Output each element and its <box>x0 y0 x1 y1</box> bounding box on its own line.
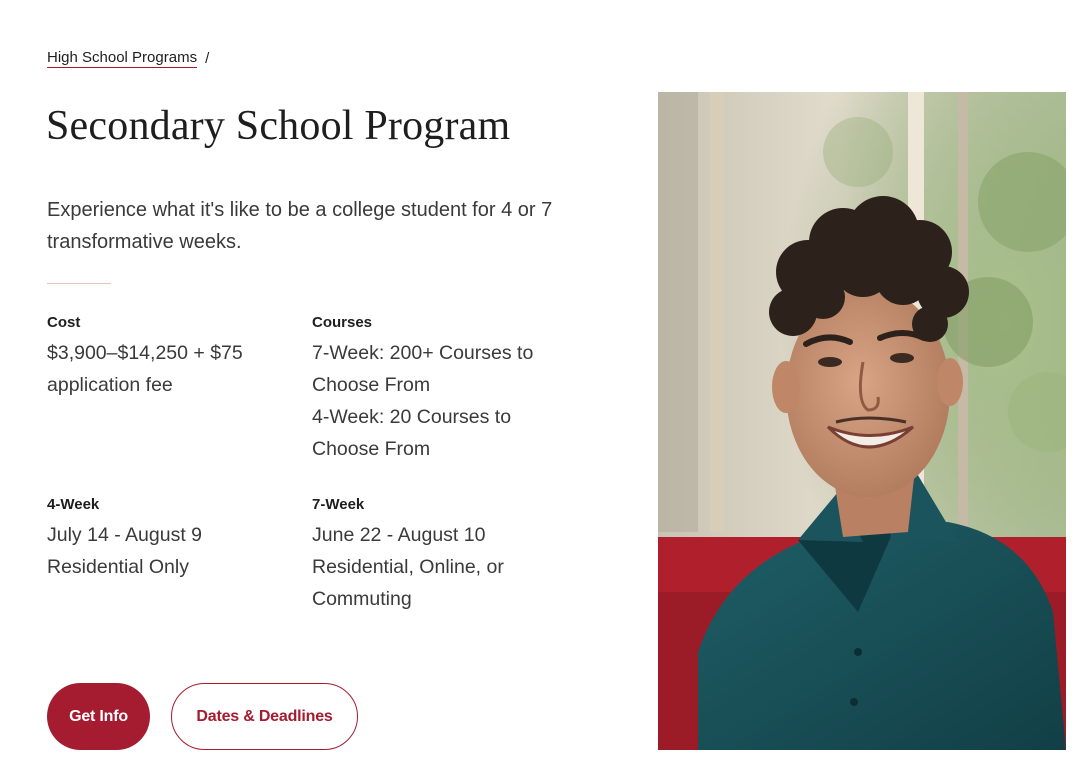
fact-seven-week-label: 7-Week <box>312 496 365 513</box>
fact-four-week-format: Residential Only <box>47 556 189 578</box>
breadcrumb <box>47 49 209 68</box>
fact-courses <box>312 314 572 465</box>
fact-courses-label: Courses <box>312 314 373 331</box>
dates-deadlines-button[interactable]: Dates & Deadlines <box>171 683 358 750</box>
fact-four-week <box>47 496 287 583</box>
page-title: Secondary School Program <box>46 103 511 149</box>
divider <box>47 283 111 284</box>
fact-four-week-label: 4-Week <box>47 496 100 513</box>
student-portrait-illustration <box>658 92 1066 750</box>
hero-photo <box>658 92 1066 750</box>
fact-seven-week-format: Residential, Online, or Commuting <box>312 556 504 610</box>
fact-cost-value: $3,900–$14,250 + $75 application fee <box>47 342 243 396</box>
fact-seven-week-dates: June 22 - August 10 <box>312 524 486 546</box>
fact-seven-week <box>312 496 572 615</box>
fact-four-week-dates: July 14 - August 9 <box>47 524 203 546</box>
fact-courses-four-week: 4-Week: 20 Courses to Choose From <box>312 406 512 460</box>
fact-courses-seven-week: 7-Week: 200+ Courses to Choose From <box>312 342 534 396</box>
fact-cost <box>47 314 287 401</box>
fact-cost-label: Cost <box>47 314 81 331</box>
get-info-button[interactable]: Get Info <box>47 683 150 750</box>
breadcrumb-link-high-school-programs[interactable]: High School Programs <box>47 49 198 66</box>
breadcrumb-separator: / <box>205 50 210 67</box>
intro-text: Experience what it's like to be a college student for 4 or 7 transformative weeks. <box>47 199 553 253</box>
